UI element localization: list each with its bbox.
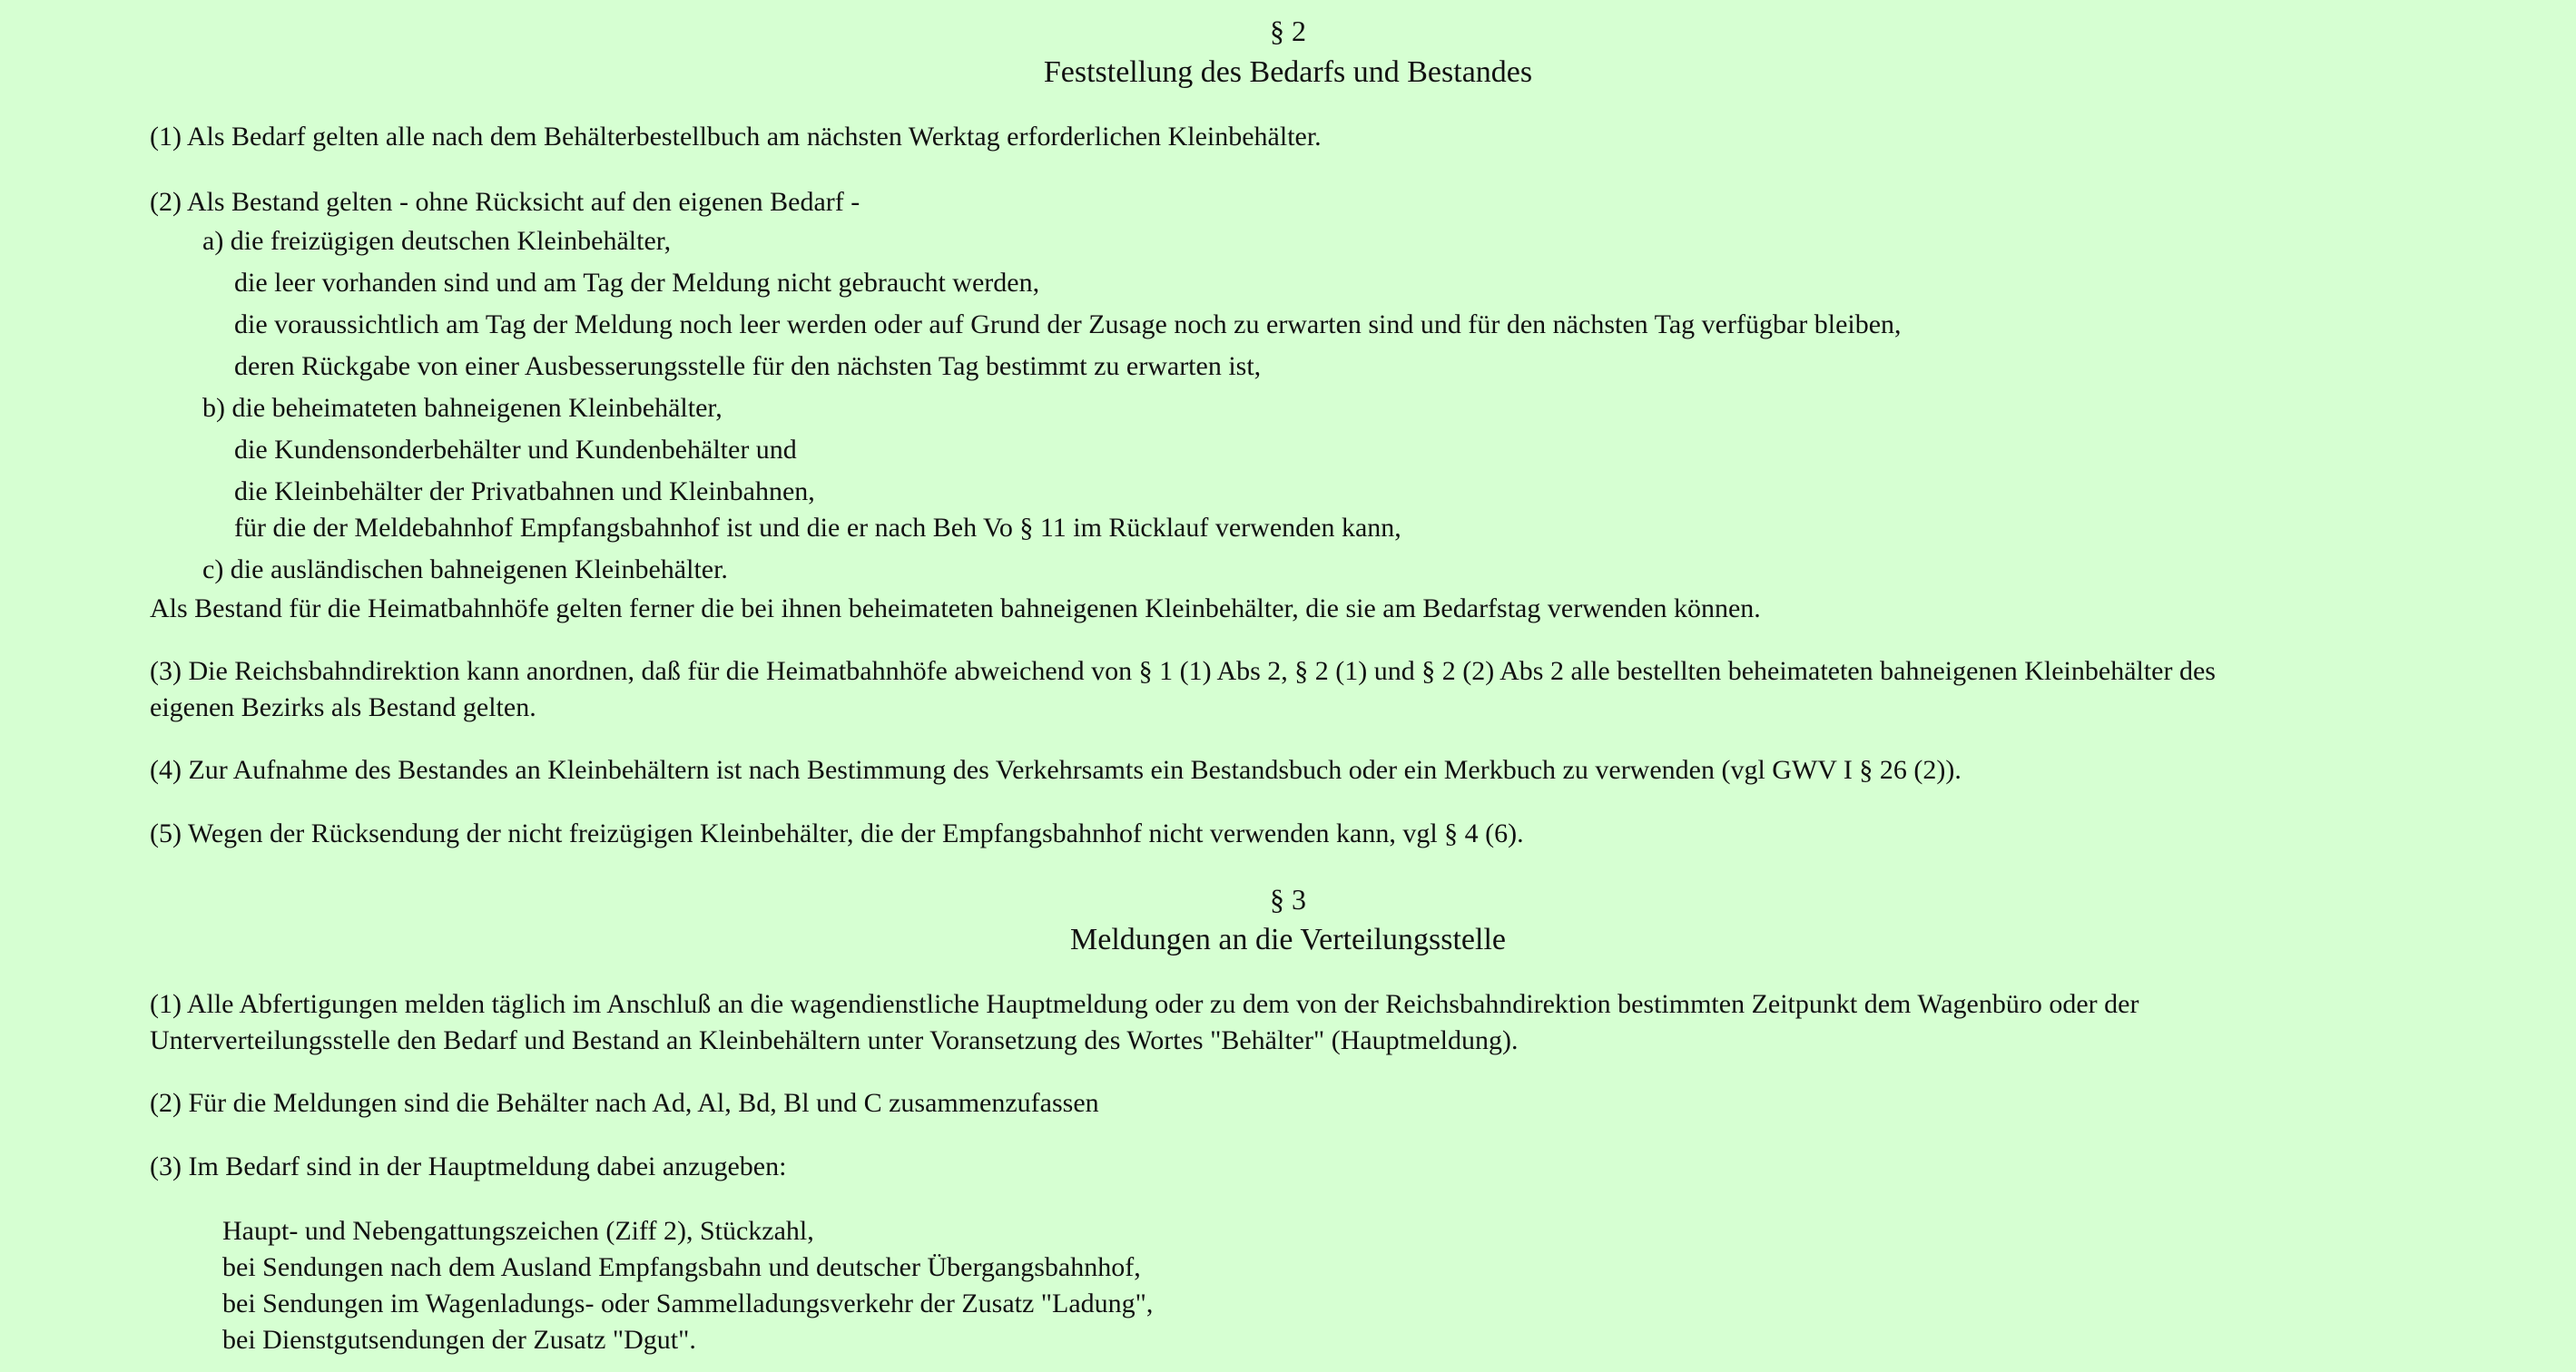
item-b-line-2: die Kleinbehälter der Privatbahnen und Kleinbahnen, (234, 476, 815, 506)
item-a-line-1: die leer vorhanden sind und am Tag der Meldung nicht gebraucht werden, (234, 268, 1040, 298)
section-2-paragraph-2-outro: Als Bestand für die Heimatbahnhöfe gelten ferner die bei ihnen beheimateten bahneigenen Kleinbehälter, die sie am Bedarfstag verwenden können. (150, 593, 1761, 623)
item-b-line-3: für die der Meldebahnhof Empfangsbahnhof ist und die er nach Beh Vo § 11 im Rücklauf verwenden kann, (234, 513, 1401, 543)
section-2-paragraph-4: (4) Zur Aufnahme des Bestandes an Kleinbehältern ist nach Bestimmung des Verkehrsamts ein Bestandsbuch oder ein Merkbuch zu verwenden (vgl GWV I § 26 (2)). (150, 755, 1961, 785)
section-2-paragraph-5: (5) Wegen der Rücksendung der nicht freizügigen Kleinbehälter, die der Empfangsbahnhof nicht verwenden kann, vgl § 4 (6). (150, 818, 1524, 848)
item-a-line-2: die voraussichtlich am Tag der Meldung noch leer werden oder auf Grund der Zusage noch zu erwarten sind und für den nächsten Tag verfügbar bleiben, (234, 309, 1902, 339)
item-b-label: b) die beheimateten bahneigenen Kleinbehälter, (202, 393, 723, 423)
section-3-paragraph-1-line-1: (1) Alle Abfertigungen melden täglich im Anschluß an die wagendienstliche Hauptmeldung oder zu dem von der Reichsbahndirektion bestimmten Zeitpunkt dem Wagenbüro oder der (150, 989, 2139, 1019)
section-2-number: § 2 (1270, 15, 1306, 47)
section-3-paragraph-1-line-2: Unterverteilungsstelle den Bedarf und Bestand an Kleinbehältern unter Voransetzung des Wortes "Behälter" (Hauptmeldung). (150, 1025, 1519, 1055)
section-3-paragraph-3-intro: (3) Im Bedarf sind in der Hauptmeldung dabei anzugeben: (150, 1152, 787, 1181)
section-3-paragraph-2: (2) Für die Meldungen sind die Behälter nach Ad, Al, Bd, Bl und C zusammenzufassen (150, 1088, 1099, 1118)
section-3-list-item-4: bei Dienstgutsendungen der Zusatz "Dgut". (222, 1325, 696, 1355)
section-2-paragraph-3-line-2: eigenen Bezirks als Bestand gelten. (150, 692, 536, 722)
section-3-list-item-2: bei Sendungen nach dem Ausland Empfangsbahn und deutscher Übergangsbahnhof, (222, 1252, 1141, 1282)
section-3-number: § 3 (1270, 883, 1306, 916)
item-b-line-1: die Kundensonderbehälter und Kundenbehälter und (234, 435, 797, 465)
section-2-paragraph-2-intro: (2) Als Bestand gelten - ohne Rücksicht auf den eigenen Bedarf - (150, 187, 860, 217)
item-a-label: a) die freizügigen deutschen Kleinbehälter, (202, 226, 672, 256)
section-2-title: Feststellung des Bedarfs und Bestandes (1043, 55, 1533, 89)
item-a-line-3: deren Rückgabe von einer Ausbesserungsstelle für den nächsten Tag bestimmt zu erwarten ist, (234, 351, 1262, 381)
section-3-list-item-1: Haupt- und Nebengattungszeichen (Ziff 2), Stückzahl, (222, 1216, 814, 1246)
section-3-title: Meldungen an die Verteilungsstelle (1070, 923, 1506, 956)
item-c-label: c) die ausländischen bahneigenen Kleinbehälter. (202, 554, 728, 584)
section-2-paragraph-1: (1) Als Bedarf gelten alle nach dem Behälterbestellbuch am nächsten Werktag erforderlichen Kleinbehälter. (150, 122, 1322, 152)
section-3-list-item-3: bei Sendungen im Wagenladungs- oder Sammelladungsverkehr der Zusatz "Ladung", (222, 1289, 1154, 1318)
section-2-paragraph-3-line-1: (3) Die Reichsbahndirektion kann anordnen, daß für die Heimatbahnhöfe abweichend von § 1 (1) Abs 2, § 2 (1) und § 2 (2) Abs 2 alle bestellten beheimateten bahneigenen Kleinbehälter des (150, 656, 2216, 686)
